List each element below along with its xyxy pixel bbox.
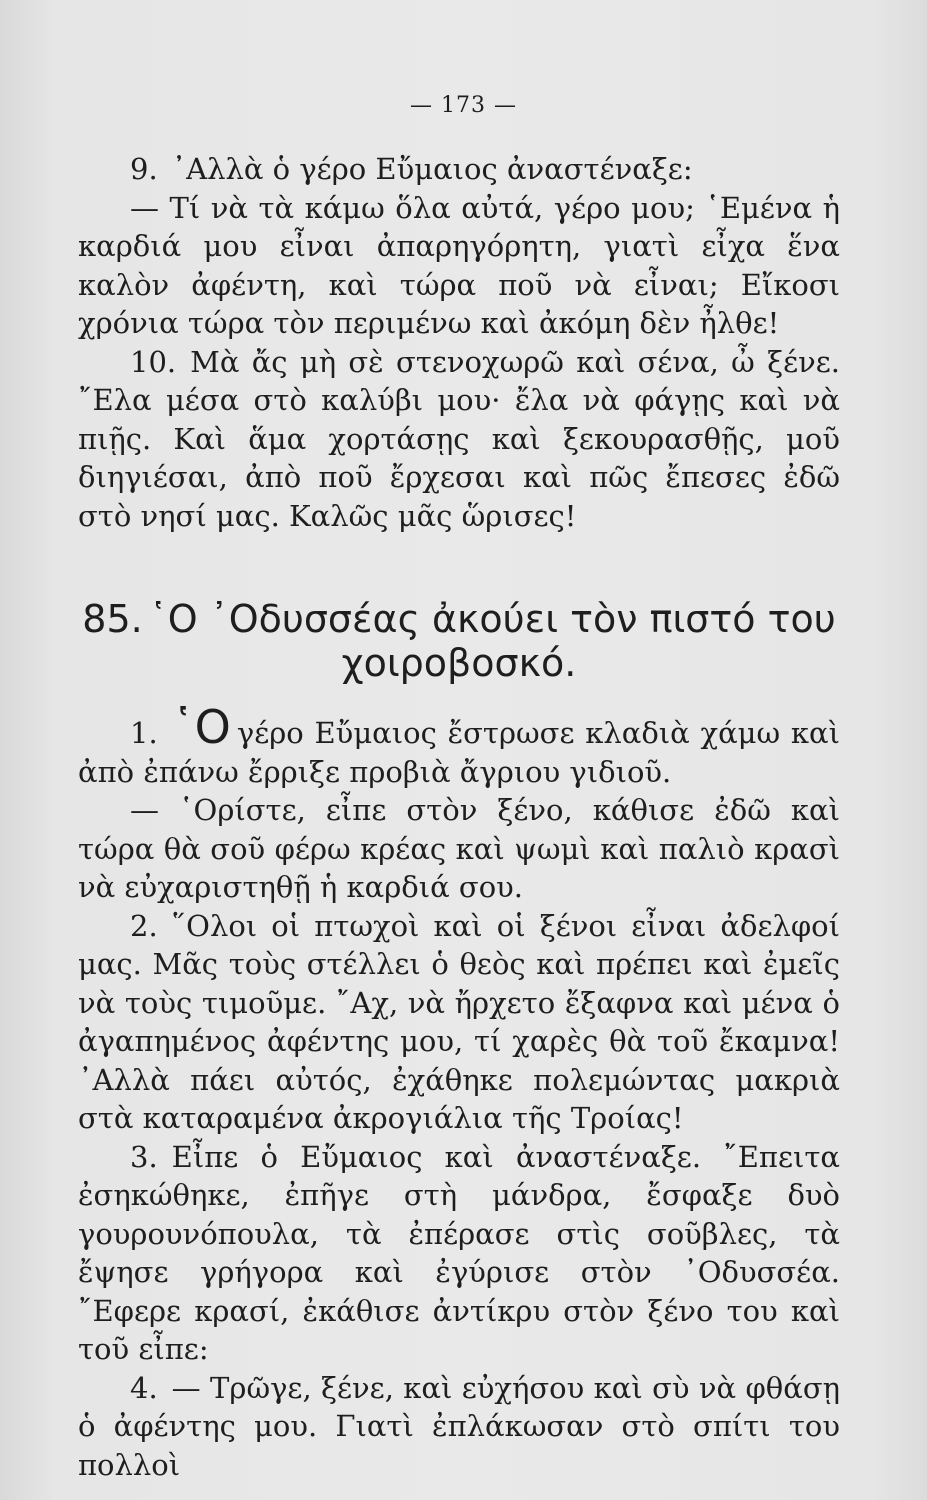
paragraph-10 [78, 343, 840, 536]
paragraph-4 [78, 1369, 840, 1485]
paragraph-dialogue [78, 189, 840, 343]
paragraph-9 [78, 150, 840, 189]
section-heading [78, 597, 840, 685]
section-number: 85. [82, 597, 143, 641]
page-number: — 173 — [410, 93, 517, 118]
paragraph-dialogue [78, 791, 840, 907]
paragraph-text: Μὰ ἄς μὴ σὲ στενοχωρῶ καὶ σένα, ὦ ξένε. ῎Ελα μέσα στὸ καλύβι μου· ἔλα νὰ φάγῃς καὶ νὰ πιῇς. Καὶ ἅμα χορτάσῃς καὶ ξεκουρασθῇς, μοῦ διηγιέσαι, ἀπὸ ποῦ ἔρχεσαι καὶ πῶς ἔπεσες ἐδῶ στὸ νησί μας. Καλῶς μᾶς ὥρισες! [78, 344, 840, 533]
paragraph-text: Εἶπε ὁ Εὔμαιος καὶ ἀναστέναξε. ῎Επειτα ἐσηκώθηκε, ἐπῆγε στὴ μάνδρα, ἔσφαξε δυὸ γουρουνόπουλα, τὰ ἐπέρασε στὶς σοῦβλες, τὰ ἔψησε γρήγορα καὶ ἐγύρισε στὸν ᾿Οδυσσέα. ῎Εφερε κρασί, ἐκάθισε ἀντίκρυ στὸν ξένο του καὶ τοῦ εἶπε: [78, 1139, 840, 1366]
paragraph-text: — Τί νὰ τὰ κάμω ὅλα αὐτά, γέρο μου; ῾Εμένα ἡ καρδιά μου εἶναι ἀπαρηγόρητη, γιατὶ εἶχα ἕνα καλὸν ἀφέντη, καὶ τώρα ποῦ νὰ εἶναι; Εἴκοσι χρόνια τώρα τὸν περιμένω καὶ ἀκόμη δὲν ἦλθε! [78, 190, 840, 340]
paragraph-text: ῞Ολοι οἱ πτωχοὶ καὶ οἱ ξένοι εἶναι ἀδελφοί μας. Μᾶς τοὺς στέλλει ὁ θεὸς καὶ πρέπει καὶ ἐμεῖς νὰ τοὺς τιμοῦμε. ῎Αχ, νὰ ἤρχετο ἔξαφνα καὶ μένα ὁ ἀγαπημένος ἀφέντης μου, τί χαρὲς θὰ τοῦ ἔκαμνα! ᾿Αλλὰ πάει αὐτός, ἐχάθηκε πολεμώντας μακριὰ στὰ καταραμένα ἀκρογιάλια τῆς Τροίας! [78, 908, 840, 1135]
top-text-section [78, 150, 840, 535]
paragraph-number: 4. [130, 1370, 158, 1405]
paragraph-text: — Τρῶγε, ξένε, καὶ εὐχήσου καὶ σὺ νὰ φθάσῃ ὁ ἀφέντης μου. Γιατὶ ἐπλάκωσαν στὸ σπίτι του πολλοὶ [78, 1370, 840, 1482]
paragraph-text: γέρο Εὔμαιος ἔστρωσε κλαδιὰ χάμω καὶ ἀπὸ ἐπάνω ἔρριξε προβιὰ ἄγριου γιδιοῦ. [78, 716, 840, 789]
paragraph-number: 2. [130, 908, 158, 943]
bottom-text-section [78, 700, 840, 1484]
paragraph-number: 1. [130, 716, 158, 750]
paragraph-2 [78, 907, 840, 1138]
paragraph-number: 9. [130, 152, 158, 186]
paragraph-text: — ῾Ορίστε, εἶπε στὸν ξένο, κάθισε ἐδῶ καὶ τώρα θὰ σοῦ φέρω κρέας καὶ ψωμὶ καὶ παλιὸ κρασὶ νὰ εὐχαριστηθῇ ἡ καρδιά σου. [78, 793, 840, 904]
paragraph-1 [78, 700, 840, 791]
section-title: ῾Ο ᾿Οδυσσέας ἀκούει τὸν πιστό του χοιροβοσκό. [148, 597, 836, 685]
paragraph-number: 10. [130, 344, 177, 379]
paragraph-3 [78, 1138, 840, 1369]
paragraph-number: 3. [130, 1139, 158, 1174]
drop-cap: ῾Ο [171, 700, 231, 754]
paragraph-text: ᾿Αλλὰ ὁ γέρο Εὔμαιος ἀναστέναξε: [171, 152, 693, 186]
